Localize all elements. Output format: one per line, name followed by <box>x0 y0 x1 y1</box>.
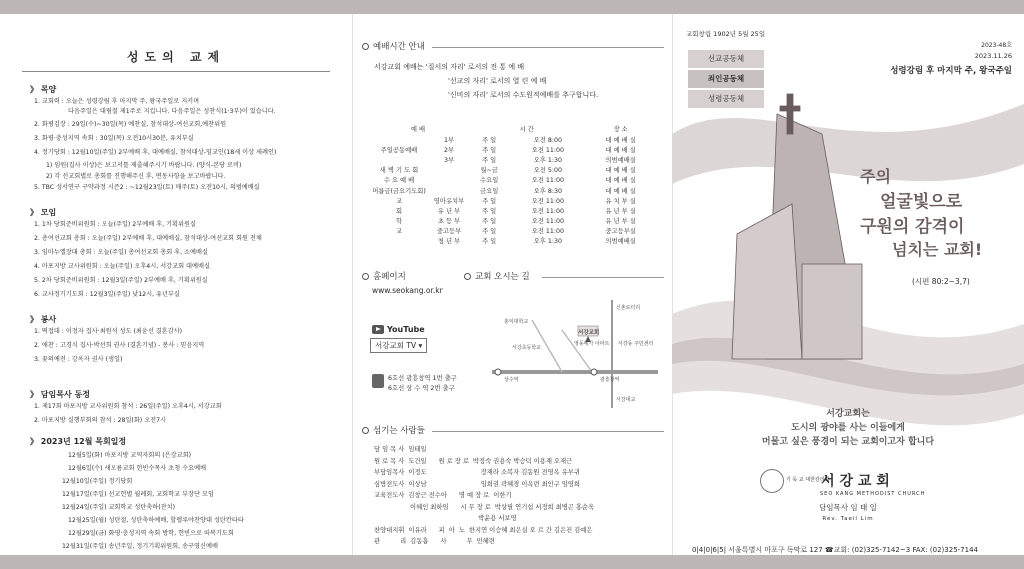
table-cell: 학 <box>395 218 403 226</box>
header-rule <box>432 431 664 432</box>
table-row <box>368 216 656 226</box>
table-cell: 주 일 <box>482 228 497 236</box>
subway-icon <box>372 374 384 388</box>
table-row <box>368 226 656 236</box>
worship-header: 예배시간 안내 <box>362 40 425 52</box>
table-cell: 2부 <box>443 146 455 154</box>
established-date: 교회창립 1902년 5월 25일 <box>686 30 766 38</box>
table-cell: 수요일 <box>480 177 499 185</box>
church-name: 서 강 교 회 <box>821 473 890 490</box>
table-cell: 영아유치부 <box>433 197 465 205</box>
list-item: 3. 꽃의예전 : 강옥자 권사 (생일) <box>34 356 123 363</box>
table-cell: 오전 11:00 <box>531 146 565 154</box>
list-item: 2. 애찬 : 고경식 집사·박선희 권사 (결혼기념) - 봉사 : 믿음지역 <box>34 342 205 349</box>
liturgical-sunday: 성령강림 후 마지막 주, 왕국주일 <box>890 66 1012 76</box>
slogan-line: 구원의 감격이 <box>860 217 965 237</box>
list-item: 1. 1차 당회준비위원회 : 오늘(주일) 2부예배 후, 기획위원실 <box>34 221 196 228</box>
table-row <box>368 144 656 154</box>
table-row <box>368 205 656 215</box>
denomination: 기 독 교 대한감리회 <box>786 477 830 483</box>
staff-line: 박윤용 서보영 <box>374 515 517 522</box>
slogan-line: 주의 <box>860 167 891 186</box>
staff-line: 관 리 김동흡 사 무 민혜련 <box>374 538 495 545</box>
schedule-item: 12월5일(화) 마포지방 교역자회의 (은강교회) <box>68 452 191 459</box>
list-item: 1. 교회력 : 오늘은 성령강림 후 마지막 주, 왕국주일로 지키며 <box>34 98 200 105</box>
list-item: 2) 각 선교회별로 총회를 진행해주신 후, 변동사항을 보고바랍니다. <box>46 173 226 180</box>
section-header: 》 봉사 <box>30 315 57 324</box>
table-cell: 주 일 <box>482 156 497 164</box>
list-item: 6. 교사정기기도회 : 12월3일(주일) 낮12시, 유년부실 <box>34 291 180 298</box>
table-cell: 대 예 배 실 <box>605 177 636 185</box>
list-item: 2. 총여선교회 총회 : 오늘(주일) 2부예배 후, 대예배실, 참석대상-여선교회 회원 전체 <box>34 235 262 242</box>
table-cell: 금요일 <box>480 187 499 195</box>
table-row <box>368 165 656 175</box>
schedule-item: 12월10일(주일) 정기당회 <box>62 478 133 485</box>
map-label: 서강초등학교 <box>512 345 541 351</box>
table-cell <box>430 165 468 175</box>
table-cell: 1부 <box>443 136 455 144</box>
table-cell: 오전 11:00 <box>531 218 565 226</box>
table-cell: 주 일 <box>482 197 497 205</box>
community-tab: 선교공동체 <box>688 50 764 68</box>
table-cell: 머릅금(금요기도회) <box>372 187 426 195</box>
worship-panel <box>352 14 672 555</box>
list-item: 1. 떡접대 : 이정자 집사·최원석 성도 (최윤선 결혼감사) <box>34 328 183 335</box>
table-cell: 교 <box>395 228 403 236</box>
table-cell: 회 <box>395 207 403 215</box>
schedule-item: 12월25일(월) 성탄절, 성탄축하예배, 할렐루야찬양대 성탄칸타타 <box>68 517 244 524</box>
map-label: 서강동 주민센터 <box>618 341 654 347</box>
table-cell: 대 예 배 실 <box>605 167 636 175</box>
table-cell <box>368 154 430 164</box>
staff-line: 이혜인 최하임 시 무 장 로 박상필 연기섭 서정희 최병곤 홍순욱 <box>374 503 595 511</box>
map-station: 광흥창역 <box>600 377 620 383</box>
community-tab: 성령공동체 <box>688 90 764 108</box>
staff-line: 찬양대지휘 이유라 피 아 노 한지연 이승혜 최은실 오 르 간 김은진 김예은 <box>374 526 593 534</box>
list-item: 1. 제17회 마포지방 교사위원회 참석 : 26일(주일) 오후4시, 서강교회 <box>34 403 222 410</box>
map-label: 서강대교 <box>616 397 636 403</box>
map-station: 상수역 <box>504 377 519 383</box>
church-address: 0|4|0|6|5| 서울특별시 마포구 독막로 127 ☎교회: (02)325-7142~3 FAX: (02)325-7144 <box>692 546 978 554</box>
staff-line: 원 로 목 사 도건일 원 로 장 로 박정숙 권용숙 박승덕 이용재 오재근 <box>374 457 573 465</box>
table-cell: 유 년 부 실 <box>605 207 636 215</box>
column-header: 예 배 <box>410 125 426 133</box>
map-label: 신촌로터리 <box>616 305 641 311</box>
circle-bullet-icon <box>362 427 369 434</box>
homepage-link[interactable]: www.seokang.or.kr <box>372 286 443 295</box>
list-item: 5. 2차 당회준비위원회 : 12월3일(주일) 2부예배 후, 기획위원실 <box>34 277 208 284</box>
worship-intro: 서강교회 예배는 '질서의 자리' 로서의 전 통 예 배 <box>374 63 525 71</box>
issue-number: 2023-48호 <box>981 42 1012 49</box>
bible-verse: (시편 80:2~3,7) <box>912 277 970 286</box>
table-row <box>368 185 656 195</box>
list-item: 3. 임마누엘장대 총회 : 오늘(주일) 총여선교회 총회 후, 소예배실 <box>34 249 208 256</box>
circle-bullet-icon <box>362 273 369 280</box>
schedule-item: 12월6일(수) 새오름교회 헌빈수목사 초청 수요예배 <box>68 465 207 472</box>
circle-bullet-icon <box>362 43 369 50</box>
table-cell: 초 등 부 <box>437 218 461 226</box>
youtube-play-icon <box>372 325 384 334</box>
table-cell: 오전 11:00 <box>531 207 565 215</box>
table-cell: 수 요 예 배 <box>383 177 415 185</box>
circle-bullet-icon <box>464 273 471 280</box>
mission-line: 도시의 광야를 사는 이들에게 <box>791 423 905 433</box>
staff-header: 섬기는 사람들 <box>362 424 425 436</box>
staff-line: 담 임 목 사 임태일 <box>374 446 427 453</box>
table-cell: 유 년 부 실 <box>605 218 636 226</box>
section-header: 》 모임 <box>30 208 57 217</box>
schedule-item: 12월24일(주일) 교회학교 성탄축하(잔치) <box>62 504 176 511</box>
list-item: 다음주일은 대림절 제1주로 지킵니다. 다음주일은 성찬식(1·3부)이 있습니다. <box>68 108 276 115</box>
worship-intro: '선교의 자리' 로서의 열 린 예 배 <box>448 77 547 85</box>
column-header: 장 소 <box>613 125 628 133</box>
church-name-block <box>786 470 925 497</box>
table-cell: 주일공동예배 <box>380 146 418 154</box>
title-divider <box>22 71 330 72</box>
table-cell: 대 예 배 실 <box>605 187 636 195</box>
table-cell: 오전 11:00 <box>531 197 565 205</box>
map-roads <box>492 300 658 408</box>
map-label: 영동예가 아파트 <box>574 341 610 347</box>
section-header: 》 담임목사 동정 <box>30 390 90 399</box>
table-cell: 새 벽 기 도 회 <box>379 167 419 175</box>
mission-line: 머물고 싶은 풍경이 되는 교회이고자 합니다 <box>761 437 935 447</box>
table-row <box>368 195 656 205</box>
table-row <box>368 236 656 246</box>
table-cell: 3부 <box>443 156 455 164</box>
table-cell: 오후 1:30 <box>533 238 563 246</box>
schedule-item: 12월29일(금) 화평·충성지역 속회 방학, 헌빈으로 떠복기도회 <box>68 530 234 537</box>
subway-info: 6호선 상 수 역 2번 출구 <box>388 385 455 392</box>
list-item: 2. 화평김장 : 29일(수)~30일(목) 예찬실, 참석대상-여선교회,예찬위원 <box>34 121 227 128</box>
table-cell: 대 예 배 실 <box>605 136 636 144</box>
table-cell: 오전 5:00 <box>533 167 563 175</box>
list-item: 5. TBC 성서연구 구약과정 시즌2 : ~12월23일(토) 매주(토) 오전10시, 의범예배실 <box>34 184 260 191</box>
table-cell: 주 일 <box>482 146 497 154</box>
slogan-line: 넘치는 교회! <box>892 240 983 259</box>
worship-table <box>368 122 656 246</box>
table-cell: 중고등부실 <box>605 228 636 236</box>
staff-line: 심방전도사 이상남 임희권 곽혜경 이옥련 최인구 임영희 <box>374 480 580 488</box>
youtube-channel-button[interactable]: 서강교회 TV ▾ <box>370 338 427 353</box>
pastor-name-en: Rev. Taeil Lim <box>822 516 874 522</box>
schedule-item: 12월17일(주일) 선교헌별 월례회, 교회학교 부장단 모임 <box>62 491 214 498</box>
table-cell <box>368 236 430 246</box>
directions-map <box>492 300 658 408</box>
table-cell: 오전 8:00 <box>533 136 563 144</box>
pastor-name: 담임목사 임 태 일 <box>819 503 877 512</box>
table-cell: 의범예배실 <box>605 156 636 164</box>
list-item: 1) 임원(집사 이상)은 보고서를 제출해주시기 바랍니다. (양식-본당 로비) <box>46 162 242 169</box>
table-cell: 중고등부 <box>436 228 462 236</box>
worship-intro: '신비의 자리' 로서의 수도원적예배를 추구합니다. <box>448 91 599 99</box>
bottom-band <box>0 555 1024 569</box>
table-cell: 주 일 <box>482 207 497 215</box>
community-tab: 죄인공동체 <box>688 70 764 88</box>
table-cell: 오후 8:30 <box>533 187 563 195</box>
table-row <box>368 134 656 144</box>
church-seal-icon <box>760 469 784 493</box>
cover-slogan <box>852 164 1022 260</box>
list-item: 3. 화평·충성지역 속회 : 30일(목) 오전10시30분, 유치부실 <box>34 135 194 142</box>
table-cell: 유 년 부 <box>437 207 461 215</box>
table-cell: 주 일 <box>482 136 497 144</box>
table-cell: 대 예 배 실 <box>605 146 636 154</box>
table-cell: 유 치 부 실 <box>605 197 636 205</box>
table-cell: 월~금 <box>480 167 498 175</box>
bulletin-date: 2023.11.26 <box>974 52 1012 60</box>
table-row <box>368 154 656 164</box>
header-rule <box>432 47 664 48</box>
fellowship-panel <box>0 14 352 555</box>
table-cell <box>430 175 468 185</box>
table-cell: 청 년 부 <box>437 238 461 246</box>
slogan-line: 얼굴빛으로 <box>880 192 963 212</box>
column-header: 시 간 <box>519 125 534 133</box>
table-cell: 오전 11:00 <box>531 177 565 185</box>
table-cell: 교 <box>395 197 403 205</box>
schedule-item: 12월31일(주일) 송년주일, 정기기획위원회, 송구영신예배 <box>62 543 218 550</box>
table-cell <box>368 134 430 144</box>
top-band <box>0 0 1024 14</box>
table-row <box>368 175 656 185</box>
header-rule <box>542 277 664 278</box>
section-header: 》 목양 <box>30 85 57 94</box>
panel-title: 성도의 교제 <box>126 50 226 64</box>
homepage-header: 홈페이지 <box>362 270 406 282</box>
cover-panel <box>672 14 1024 555</box>
mission-line: 서강교회는 <box>826 409 870 419</box>
list-item: 2. 마포지방 실행부회의 참석 : 28일(화) 오전7시 <box>34 417 167 424</box>
table-cell <box>430 185 468 195</box>
table-cell: 의범예배실 <box>605 238 636 246</box>
staff-line: 교육전도사 김창근 전수아 명 예 장 로 이한기 <box>374 492 512 499</box>
section-header: 》 2023년 12월 목회일정 <box>30 437 127 446</box>
table-header-row <box>368 122 656 134</box>
table-cell: 주 일 <box>482 218 497 226</box>
map-label: 홍익대학교 <box>504 319 529 325</box>
table-cell: 오후 1:30 <box>533 156 563 164</box>
youtube-logo[interactable]: YouTube <box>372 325 425 334</box>
list-item: 4. 마포지방 교사위원회 : 오늘(주일) 오후4시, 서강교회 대예배실 <box>34 263 210 270</box>
subway-info: 6호선 광흥창역 1번 출구 <box>388 375 457 382</box>
map-church-label: 서강교회 <box>578 330 600 336</box>
church-name-en: SEO KANG METHODIST CHURCH <box>820 490 926 497</box>
table-cell: 주 일 <box>482 238 497 246</box>
table-cell: 오전 11:00 <box>531 228 565 236</box>
staff-line: 부담임목사 이정도 장재라 소복자 김동원 전영옥 유부귀 <box>374 469 580 476</box>
directions-header: 교회 오시는 길 <box>464 270 530 282</box>
list-item: 4. 정기당회 : 12월10일(주일) 2부예배 후, 대예배실, 참석대상-임교인(18세 이상 세례인) <box>34 149 277 156</box>
